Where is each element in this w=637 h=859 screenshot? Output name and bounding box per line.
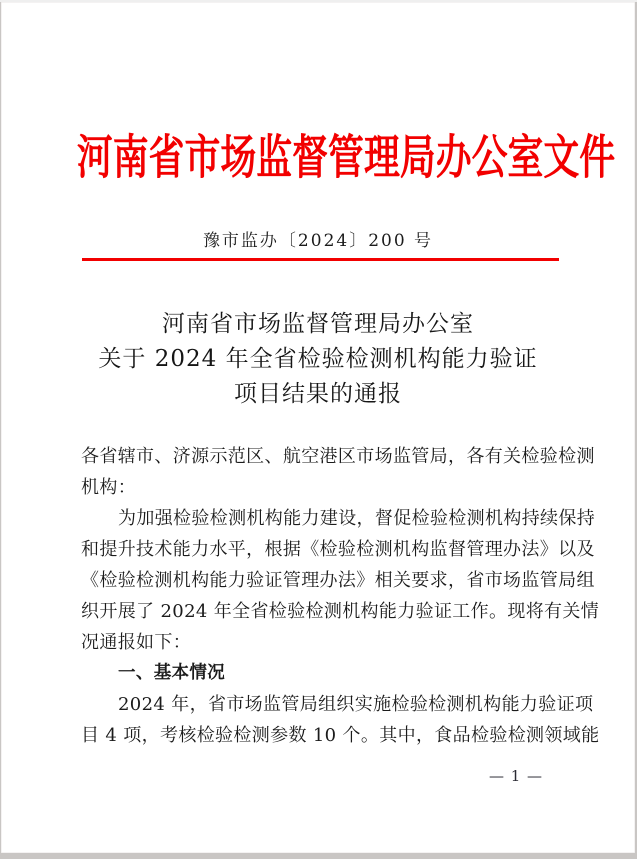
document-reference-number: 豫市监办〔2024〕200 号 xyxy=(202,231,434,251)
page-number: — 1 — xyxy=(488,767,544,785)
body-line-addressees: 各省辖市、济源示范区、航空港区市场监管局，各有关检验检测 xyxy=(81,446,595,467)
document-title xyxy=(1,307,635,412)
body-line-paragraph2-start: 2024 年，省市场监管局组织实施检验检测机构能力验证项 xyxy=(118,694,594,715)
body-line-paragraph1-cont1: 和提升技术能力水平，根据《检验检测机构监督管理办法》以及 xyxy=(81,539,595,560)
body-line-paragraph1-start: 为加强检验检测机构能力建设，督促检验检测机构持续保持 xyxy=(118,508,596,529)
document-title-line-1: 河南省市场监督管理局办公室 xyxy=(162,311,474,337)
document-page xyxy=(1,2,635,853)
agency-letterhead-text: 河南省市场监督管理局办公室文件 xyxy=(76,129,616,185)
document-title-line-3: 项目结果的通报 xyxy=(234,381,402,407)
body-line-paragraph2-cont: 目 4 项，考核检验检测参数 10 个。其中，食品检验检测领域能 xyxy=(81,725,600,746)
agency-letterhead xyxy=(1,126,635,188)
red-divider-line xyxy=(82,258,559,261)
section-heading-basic-situation: 一、基本情况 xyxy=(118,663,226,683)
document-title-line-2: 关于 2024 年全省检验检测机构能力验证 xyxy=(98,346,538,372)
body-line-paragraph1-cont3: 织开展了 2024 年全省检验检测机构能力验证工作。现将有关情 xyxy=(81,601,600,622)
document-body xyxy=(81,441,600,751)
body-line-paragraph1-end: 况通报如下： xyxy=(81,632,192,653)
body-line-paragraph1-cont2: 《检验检测机构能力验证管理办法》相关要求，省市场监管局组 xyxy=(81,570,595,591)
body-line-addressees-cont: 机构： xyxy=(81,477,137,498)
